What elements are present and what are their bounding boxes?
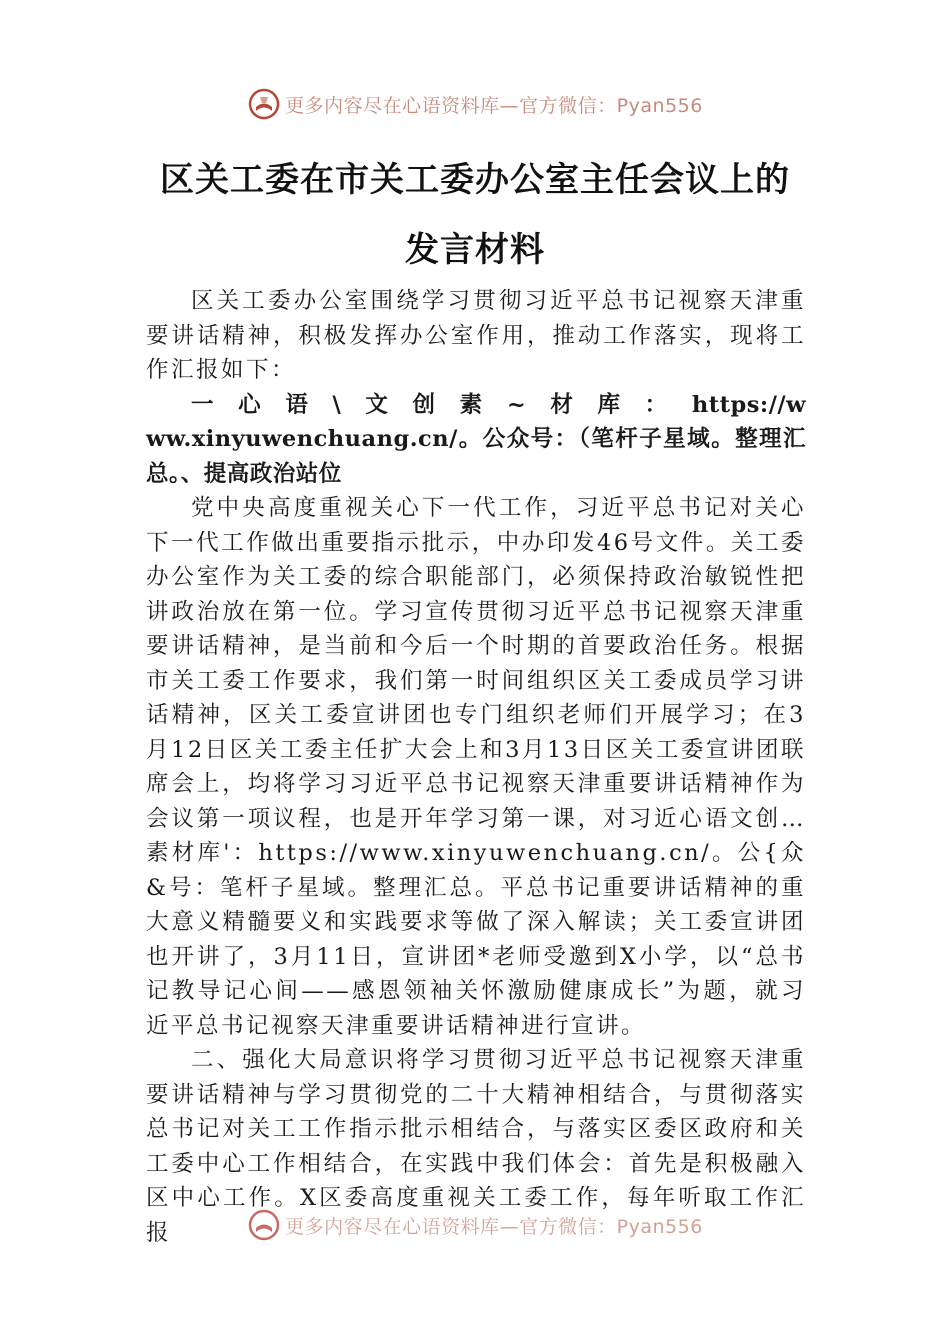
book-logo-icon — [247, 87, 281, 121]
paragraph-heading-1 — [146, 388, 806, 492]
watermark-text: 更多内容尽在心语资料库—官方微信：Pyan556 — [285, 94, 703, 117]
heading-spaced-text: 一心语\文创素~材库： — [191, 391, 692, 418]
paragraph-section-2: 二、强化大局意识将学习贯彻习近平总书记视察天津重要讲话精神与学习贯彻党的二十大精神相结合，与贯彻落实总书记对关工工作指示批示相结合，与落实区委区政府和关工委中心工作相结合，在实践中我们体会：首先是积极融入区中心工作。X区委高度重视关工委工作，每年听取工作汇报 — [146, 1047, 806, 1246]
paragraph-intro: 区关工委办公室围绕学习贯彻习近平总书记视察天津重要讲话精神，积极发挥办公室作用，推动工作落实，现将工作汇报如下： — [146, 288, 806, 383]
heading-rest-text: https://www.xinyuwenchuang.cn/。公众号：（笔杆子星域。整理汇总。、提高政治站位 — [146, 391, 806, 487]
document-title-line1: 区关工委在市关工委办公室主任会议上的 — [160, 160, 790, 200]
watermark-header — [0, 84, 950, 124]
paragraph-section-1: 党中央高度重视关心下一代工作，习近平总书记对关心下一代工作做出重要指示批示，中办印发46号文件。关工委办公室作为关工委的综合职能部门，必须保持政治敏锐性把讲政治放在第一位。学习宣传贯彻习近平总书记视察天津重要讲话精神，是当前和今后一个时期的首要政治任务。根据市关工委工作要求，我们第一时间组织区关工委成员学习讲话精神，区关工委宣讲团也专门组织老师们开展学习；在3月12日区关工委主任扩大会上和3月13日区关工委宣讲团联席会上，均将学习习近平总书记视察天津重要讲话精神作为会议第一项议程，也是开年学习第一课，对习近心语文创…素材库'：https://www.xinyuwenchuang.cn/。公{众&号：笔杆子星域。整理汇总。平总书记重要讲话精神的重大意义精髓要义和实践要求等做了深入解读；关工委宣讲团也开讲了，3月11日，宣讲团*老师受邀到X小学，以“总书记教导记心间——感恩领袖关怀激励健康成长”为题，就习近平总书记视察天津重要讲话精神进行宣讲。 — [146, 495, 806, 1039]
book-logo-icon — [247, 1208, 281, 1242]
watermark-footer-text: 更多内容尽在心语资料库—官方微信：Pyan556 — [285, 1215, 703, 1238]
watermark-footer — [0, 1205, 950, 1238]
document-title-line2: 发言材料 — [405, 230, 545, 270]
